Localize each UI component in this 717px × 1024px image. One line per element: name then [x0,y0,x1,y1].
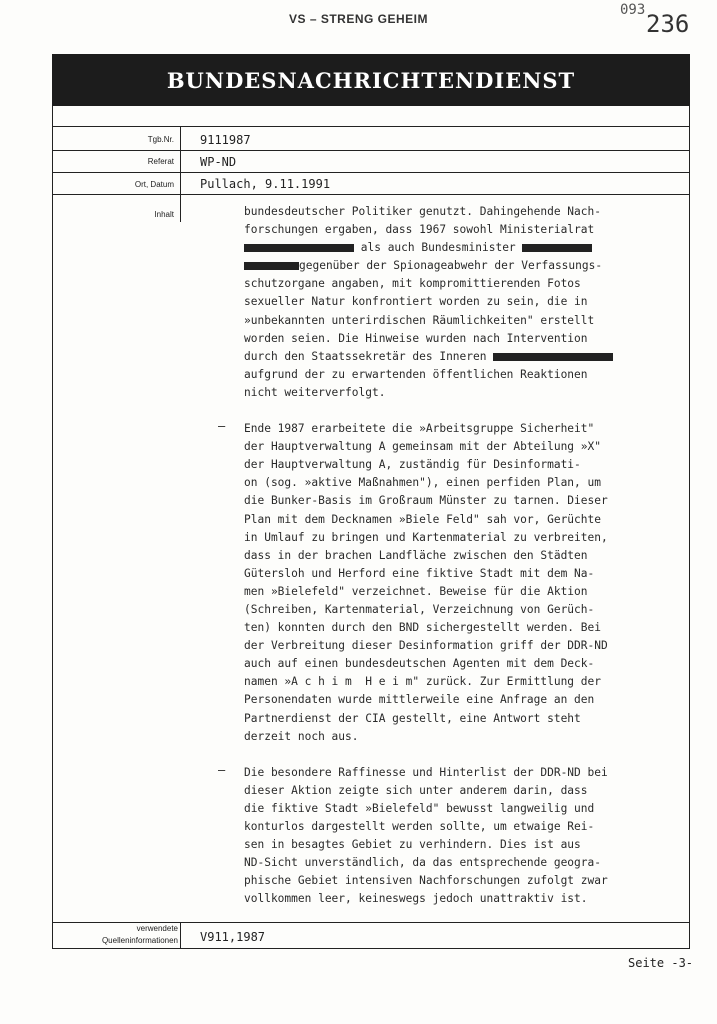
body-line: gegenüber der Spionageabwehr der Verfassungs- [299,259,603,273]
header-banner [52,54,690,106]
body-line: als auch Bundesminister [360,241,516,255]
body-line: on (sog. »aktive Maßnahmen"), einen perfiden Plan, um [244,476,601,490]
column-divider [180,126,181,222]
body-line: sen in besagtes Gebiet zu verhindern. Dies ist aus [244,838,581,852]
body-line-redacted [244,348,664,366]
divider [52,194,690,195]
sources-label-line2: Quelleninformationen [101,936,178,945]
bullet-dash: – [218,763,226,777]
body-line: ten) konnten durch den BND sichergestellt werden. Bei [244,621,601,635]
page-footer: Seite -3- [628,956,694,970]
body-line: phische Gebiet intensiven Nachforschungen zufolgt zwar [244,874,608,888]
body-line: auch auf einen bundesdeutschen Agenten mit dem Deck- [244,657,595,671]
body-line: men »Bielefeld" verzeichnet. Beweise für die Aktion [244,584,588,598]
body-line: in Umlauf zu bringen und Kartenmaterial zu verbreiten, [244,530,608,544]
body-line: Ende 1987 erarbeitete die »Arbeitsgruppe Sicherheit" [244,422,595,436]
body-line: Plan mit dem Decknamen »Biele Feld" sah vor, Gerüchte [244,512,601,526]
body-line: vollkommen leer, keineswegs jedoch unattraktiv ist. [244,892,588,906]
body-line: namen »A c h i m H e i m" zurück. Zur Ermittlung der [244,675,601,689]
body-line: Die besondere Raffinesse und Hinterlist der DDR-ND bei [244,765,608,779]
ort-datum-value: Pullach, 9.11.1991 [200,177,331,191]
body-line: aufgrund der zu erwartenden öffentlichen Reaktionen [244,367,588,381]
referat-label: Referat [147,157,174,166]
body-line: nicht weiterverfolgt. [244,385,386,399]
divider [52,150,690,151]
column-divider [180,922,181,948]
tgb-value: 9111987 [200,133,251,147]
handwritten-page-number: 236 [646,10,690,38]
body-line: die fiktive Stadt »Bielefeld" bewusst langweilig und [244,801,595,815]
redaction-bar [244,262,299,270]
classification-marking: VS – STRENG GEHEIM [288,12,429,26]
body-line: die Bunker-Basis im Großraum Münster zu tarnen. Dieser [244,494,608,508]
body-line-redacted [244,239,664,257]
referat-value: WP-ND [200,155,237,169]
body-line: Personendaten wurde mittlerweile eine Anfrage an den [244,693,595,707]
redaction-bar [493,353,613,361]
body-line: dass in der brachen Landfläche zwischen den Städten [244,548,588,562]
body-line: der Verbreitung dieser Desinformation griff der DDR-ND [244,639,608,653]
ort-datum-label: Ort, Datum [134,180,174,189]
document-body [244,203,664,908]
body-line: schutzorgane angaben, mit kompromittierenden Fotos [244,277,581,291]
handwritten-number-small: 093 [620,2,646,18]
body-line: ND-Sicht unverständlich, da das entsprechende geogra- [244,856,601,870]
redaction-bar [522,244,592,252]
body-line: Gütersloh und Herford eine fiktive Stadt mit dem Na- [244,566,595,580]
body-line-redacted [244,257,664,275]
sources-label-line1: verwendete [136,924,178,933]
inhalt-label: Inhalt [154,210,174,219]
body-line: forschungen ergaben, dass 1967 sowohl Ministerialrat [244,223,595,237]
sources-value: V911,1987 [200,930,266,944]
body-line: derzeit noch aus. [244,729,359,743]
bullet-dash: – [218,419,226,433]
header-title: BUNDESNACHRICHTENDIENST [166,67,576,93]
body-line: worden seien. Die Hinweise wurden nach Intervention [244,331,588,345]
body-line: bundesdeutscher Politiker genutzt. Dahingehende Nach- [244,205,601,218]
body-line: »unbekannten unterirdischen Räumlichkeiten" erstellt [244,313,595,327]
body-line: der Hauptverwaltung A, zuständig für Desinformati- [244,458,581,472]
sources-label [54,923,178,947]
body-line: (Schreiben, Kartenmaterial, Verzeichnung von Gerüch- [244,602,595,616]
divider [52,172,690,173]
body-line: dieser Aktion zeigte sich unter anderem darin, dass [244,783,588,797]
body-line: Partnerdienst der CIA gestellt, eine Antwort steht [244,711,581,725]
redaction-bar [244,244,354,252]
divider [52,126,690,127]
body-line: der Hauptverwaltung A gemeinsam mit der Abteilung »X" [244,440,601,454]
body-line: durch den Staatssekretär des Inneren [244,349,487,363]
body-line: sexueller Natur konfrontiert worden zu sein, die in [244,295,588,309]
body-line: konturlos dargestellt werden sollte, um etwaige Rei- [244,820,595,833]
tgb-label: Tgb.Nr. [147,135,174,144]
